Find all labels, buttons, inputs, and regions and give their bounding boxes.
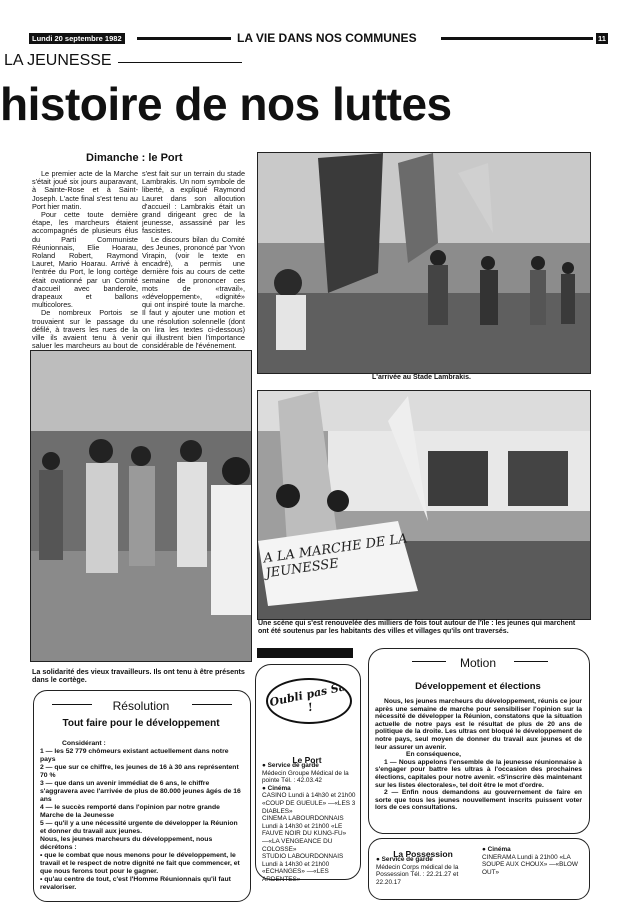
logo-text: Oubli pas Sa ! [268,680,347,715]
listing-city-port: Le Port [292,755,322,765]
banner-text: A LA MARCHE DE LA JEUNESSE [262,531,409,582]
caption-stadium-arrival: L'arrivée au Stade Lambrakis. [372,374,471,381]
caption-villagers: Une scène qui s'est renouvelée des milliers de fois tout autour de l'île : les jeunes qui marchent ont été soutenus par les habitants des villes et villages qu'ils ont traversés. [258,620,576,636]
motion-title-wrap [368,676,588,694]
article-subtitle: Dimanche : le Port [86,152,183,164]
motion-body [375,698,582,812]
listing-line: Médecin Groupe Médical de la pointe Tél. : 42.03.42 [262,769,349,785]
listing-line: CINEMA LABOURDONNAIS Lundi à 14h30 et 21h00 «LE FAUVE NOIR DU KUNG-FU» —«LA VENGEANCE DU COLOSSE» [262,815,347,853]
article-paragraph: De nombreux Portois se trouvaient sur le passage du défilé, à travers les rues de la ville ils avaient tenu à venir saluer les marcheurs au bout de [32,308,138,351]
resolution-rule-right [192,704,232,705]
banner-crowd-illustration [258,391,590,619]
motion-title: Développement et élections [415,681,541,692]
header-bar [29,31,606,45]
listing-port-body [262,762,356,884]
listing-city-possession: La Possession [393,849,453,859]
motion-paragraph: Nous, les jeunes marcheurs du développement, réunis ce jour après une semaine de marche pour sensibiliser l'opinion sur la nécessité de développer la Réunion, constatons que la situation actuelle de notre pays est le résultat de plus de 20 ans de politique de la droite. Les ultras ont bloqué le développement de notre pays, seul moyen de donner du travail aux jeunes et de leur assurer un avenir. [375,698,582,751]
listing-line: ● Service de garde [376,856,433,863]
marchers-illustration [31,351,251,661]
header-rule-left [137,37,231,40]
listing-line: ● Cinéma [262,784,291,792]
header-date: Lundi 20 septembre 1982 [29,33,125,44]
resolution-considerant: Considérant : [62,740,106,747]
resolution-rule-left [52,704,92,705]
article-paragraph: s'est fait sur un terrain du stade Lambrakis. Un nom symbole de liberté, a expliqué Raymond Lauret dans son allocution d'accueil : Lambrakis était un grand dirigeant grec de la jeunesse, assassiné par les fascistes. [142,169,245,236]
motion-label: Motion [459,656,497,670]
resolution-label: Résolution [112,699,170,713]
listing-line: ● Cinéma [482,846,511,853]
motion-paragraph: 1 — Nous appelons l'ensemble de la jeunesse réunionnaise à s'engager pour battre les ultras à l'occasion des prochaines élections, capitales pour notre avenir. «S'inscrire dès maintenant sur les listes électorales», tel doit être le mot d'ordre. [375,758,582,789]
oubli-pas-logo [266,678,352,724]
section-label: LA JEUNESSE [4,52,112,69]
header-page-number: 11 [598,34,606,43]
headline: histoire de nos luttes [0,78,452,130]
listing-line: STUDIO LABOURDONNAIS Lundi à 14h30 et 21h00 «ECHANGES» —«LES ARDENTES» [262,853,344,883]
listing-line: Médecin Corps médical de la Possession Tél. : 22.21.27 et 22.20.17 [376,863,459,886]
caption-old-workers: La solidarité des vieux travailleurs. Ils ont tenu à être présents dans le cortège. [32,667,245,685]
photo-stadium-arrival [257,152,591,374]
section-rule [118,62,242,63]
resolution-item: • qu'au centre de tout, c'est l'Homme Réunionnais qu'il faut revaloriser. [40,876,231,891]
resolution-title: Tout faire pour le développement [62,718,220,729]
listing-line: CINERAMA Lundi à 21h00 «LA SOUPE AUX CHOUX» —«BLOW OUT» [482,853,578,876]
article-paragraph: Le discours bilan du Comité des Jeunes, prononcé par Yvon Virapin, (voir le texte en encadré), a permis une dernière fois au cours de cette semaine de prononcer ces mots de «travail», «développement», «dignité» qui ont inspiré toute la marche. Il faut y ajouter une motion et une résolution solennelle (dont on lira les textes ci-dessous) qui illustrent bien l'importance considérable de l'événement. [142,234,245,351]
listing-possession-cinema [482,846,582,876]
resolution-item: • que le combat que nous menons pour le développement, le travail et le respect de notre dignité ne fait que commencer, et que nous ferons tout pour le gagner. [40,852,240,875]
resolution-title-wrap [33,713,249,731]
resolution-item: 4 — le succès remporté dans l'opinion par notre grande Marche de la Jeunesse [40,804,220,819]
article-paragraph: Pour cette toute dernière étape, les marcheurs étaient accompagnés de plusieurs élus du Parti Communiste Réunionnais, Elie Hoarau, Roland Robert, Raymond Lauret, Mario Hoarau. Arrivé à l'entrée du Port, le long cortège était ovationné par un Comité d'accueil avec banderole, drapeaux et ballons multicolores. [32,210,138,310]
photo-old-workers [30,350,252,662]
listing-line: ● Service de garde [262,762,319,769]
photo-villagers [257,390,591,620]
listings-header-block [257,648,353,658]
motion-paragraph: En conséquence, [406,751,462,759]
header-rubric: LA VIE DANS NOS COMMUNES [237,31,417,45]
article-paragraph: Le premier acte de la Marche s'était joué six jours auparavant, à Sainte-Rose et à Saint-Joseph. L'acte final s'est tenu au Port hier matin. [32,169,138,211]
resolution-item: 5 — qu'il y a une nécessité urgente de développer la Réunion et donner du travail aux jeunes. [40,820,238,835]
crowd-flags-illustration [258,153,590,373]
resolution-item: 2 — que sur ce chiffre, les jeunes de 16 à 30 ans représentent 70 % [40,764,239,779]
resolution-item: 1 — les 52 779 chômeurs existant actuellement dans notre pays [40,748,229,763]
header-rule-right [441,37,593,40]
motion-label-wrap [368,654,588,672]
motion-paragraph: 2 — Enfin nous demandons au gouvernement de faire en sorte que tous les jeunes nouvellement inscrits puissent voter lors de ces consultations. [375,789,582,812]
article-column-1 [32,170,138,367]
resolution-body [40,740,245,892]
article-column-2 [142,170,245,350]
listing-possession-body [376,856,478,886]
listing-line: CASINO Lundi à 14h30 et 21h00 «COUP DE GUEULE» —«LES 3 DIABLES» [262,792,356,815]
resolution-item: Nous, les jeunes marcheurs du développement, nous décrétons : [40,836,213,851]
resolution-item: 3 — que dans un avenir immédiat de 6 ans, le chiffre s'aggravera avec l'arrivée de plus de 80.000 jeunes âgés de 16 ans [40,780,241,803]
